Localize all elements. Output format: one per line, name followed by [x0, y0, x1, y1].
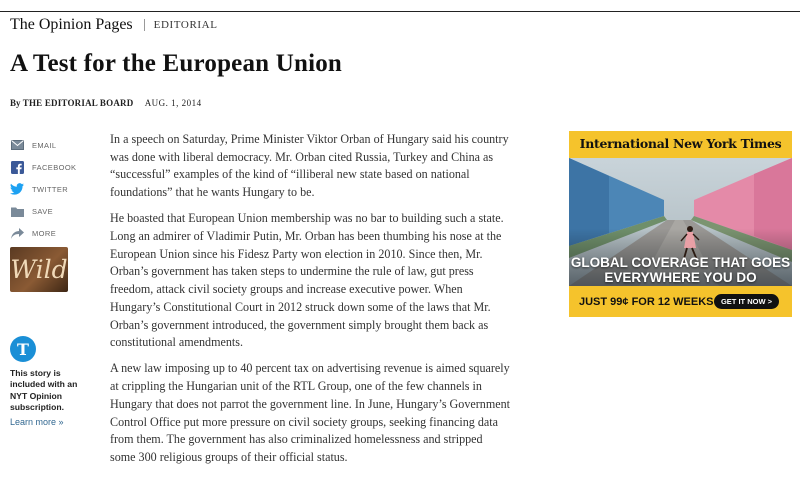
article-paragraph: A new law imposing up to 40 percent tax on advertising revenue is aimed squarely at crippling the Hungarian unit of the RTL Group, one of the few channels in Hungary that does not parrot the government line. In June, Hungary’s Government Control Office put more pressure on civil society groups, seeking financing data from them. The government has also criminalized homelessness and stripped some 300 religious groups of their official status. [110, 361, 511, 464]
article-paragraph: He boasted that European Union membership was no bar to building such a state. Long an admirer of Vladimir Putin, Mr. Orban has been thumbing his nose at the European Union since his Fidesz Party won election in 2010. Since then, Mr. Orban’s government has taken steps to undermine the rule of law, gut press freedom, attack civil society groups and increase executive power. When Hungary’s Constitutional Court in 2012 struck down some of the laws that Mr. Orban’s government introduced, the government simply brought them back as constitutional amendments. [110, 211, 504, 350]
wild-ad-label: Wild [10, 255, 68, 284]
share-twitter-label: TWITTER [32, 184, 69, 194]
share-more-button[interactable] [10, 222, 80, 244]
ad-brand-logo: International New York Times [579, 136, 782, 151]
wild-movie-ad[interactable] [10, 247, 68, 292]
facebook-icon [10, 160, 24, 174]
intl-nyt-ad[interactable] [569, 131, 792, 317]
email-icon [10, 138, 24, 152]
share-email-button[interactable] [10, 134, 80, 156]
byline-prefix: By [10, 98, 21, 108]
byline-author[interactable]: THE EDITORIAL BOARD [22, 98, 134, 108]
section-tag[interactable]: EDITORIAL [153, 19, 218, 31]
byline-date: AUG. 1, 2014 [144, 98, 202, 108]
section-name[interactable]: The Opinion Pages [10, 16, 133, 33]
ad-offer: JUST 99¢ FOR 12 WEEKS [579, 295, 714, 308]
share-facebook-label: FACEBOOK [32, 162, 77, 172]
nyt-logo-icon [10, 336, 36, 362]
byline [10, 98, 202, 108]
share-arrow-icon [10, 226, 24, 240]
save-label: SAVE [32, 206, 54, 216]
folder-icon [10, 204, 24, 218]
share-twitter-button[interactable] [10, 178, 80, 200]
share-more-label: MORE [32, 228, 57, 238]
ad-offer-bar [569, 286, 792, 317]
section-header [10, 16, 218, 34]
article-body [110, 131, 510, 475]
share-facebook-button[interactable] [10, 156, 80, 178]
share-email-label: EMAIL [32, 140, 57, 150]
get-it-now-button[interactable]: GET IT NOW > [714, 294, 779, 309]
top-rule [0, 11, 800, 12]
promo-text: This story is included with an NYT Opinion subscription. [10, 368, 78, 413]
page-title: A Test for the European Union [10, 50, 343, 77]
nyt-logo-letter: T [17, 339, 29, 359]
save-button[interactable] [10, 200, 80, 222]
article-paragraph: In a speech on Saturday, Prime Minister Viktor Orban of Hungary said his country was done with liberal democracy. Mr. Orban cited Russia, Turkey and China as “successful” examples of the kind of “illiberal new state based on national foundations” that he wants Hungary to be. [110, 132, 509, 200]
section-divider [144, 19, 145, 31]
learn-more-link[interactable]: Learn more » [10, 416, 64, 427]
twitter-icon [10, 182, 24, 196]
subscription-promo [10, 336, 80, 427]
share-tools [10, 134, 80, 244]
ad-headline: GLOBAL COVERAGE THAT GOES EVERYWHERE YOU DO [570, 255, 791, 285]
